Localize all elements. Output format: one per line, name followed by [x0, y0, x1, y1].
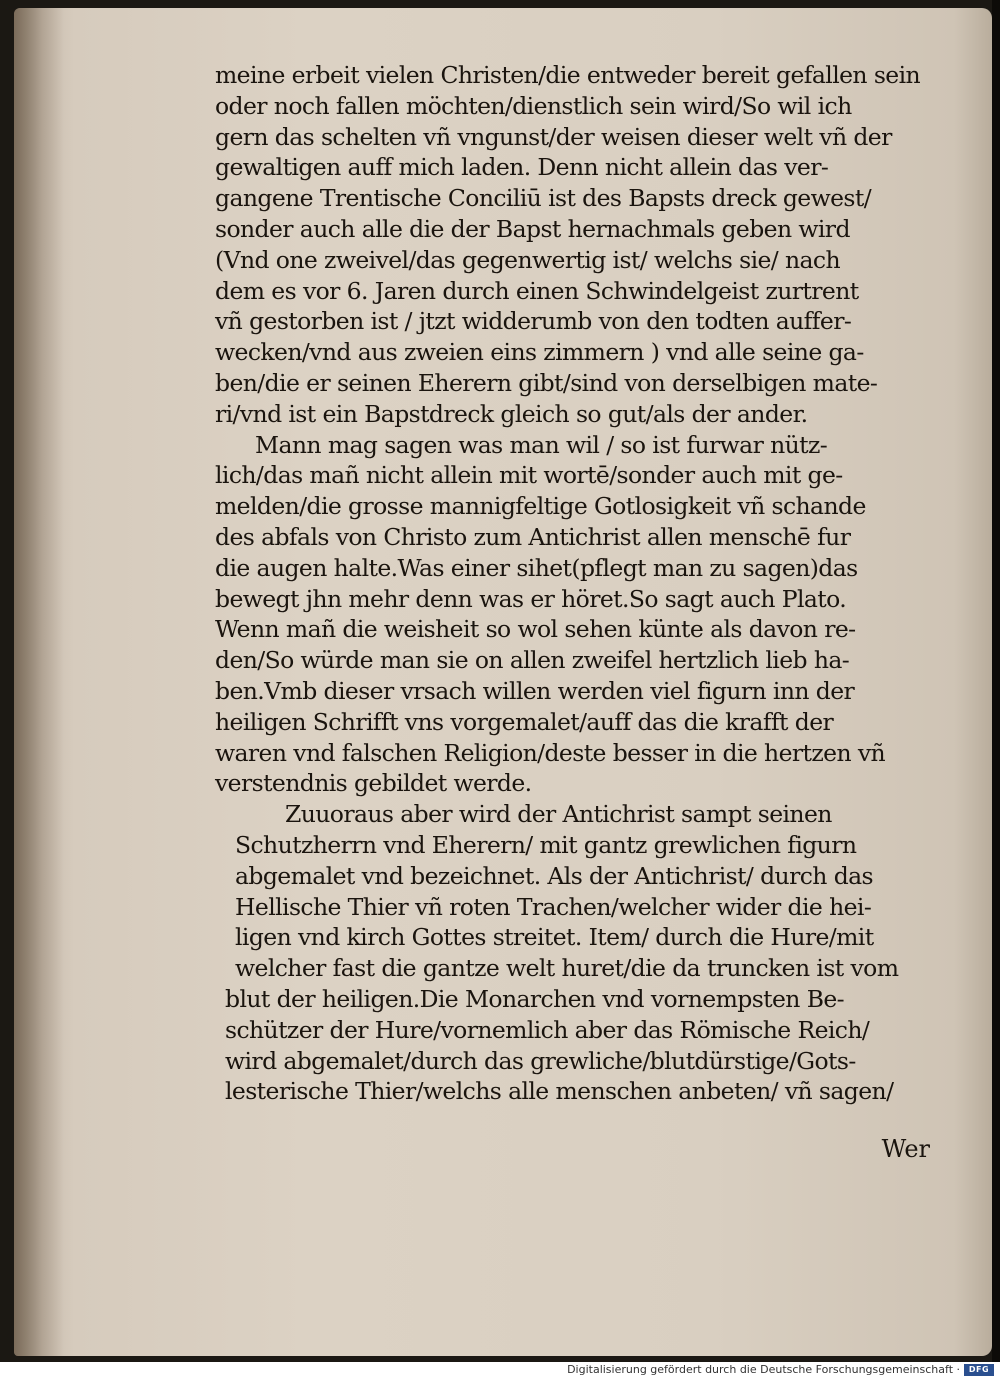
text-line: sonder auch alle die der Bapst hernachmals geben wird	[215, 214, 850, 243]
text-line: melden/die grosse mannigfeltige Gotlosigkeit vñ schande	[215, 492, 866, 521]
text-line: Schutzherrn vnd Eherern/ mit gantz grewlichen figurn	[235, 830, 857, 859]
text-line: wird abgemalet/durch das grewliche/blutdürstige/Gots-	[225, 1046, 856, 1075]
text-line: ben.Vmb dieser vrsach willen werden viel figurn inn der	[215, 676, 855, 705]
body-text	[215, 60, 945, 1107]
text-line: schützer der Hure/vornemlich aber das Römische Reich/	[225, 1015, 870, 1044]
text-line: heiligen Schrifft vns vorgemalet/auff das die krafft der	[215, 707, 834, 736]
text-line: oder noch fallen möchten/dienstlich sein wird/So wil ich	[215, 91, 852, 120]
text-line: Zuuoraus aber wird der Antichrist sampt seinen	[285, 800, 832, 829]
text-line: gewaltigen auff mich laden. Denn nicht allein das ver-	[215, 153, 829, 182]
text-line: Hellische Thier vñ roten Trachen/welcher wider die hei-	[235, 892, 872, 921]
text-line: gangene Trentische Conciliū ist des Bapsts dreck gewest/	[215, 184, 872, 213]
text-line: lesterische Thier/welchs alle menschen anbeten/ vñ sagen/	[225, 1077, 894, 1106]
text-line: wecken/vnd aus zweien eins zimmern ) vnd alle seine ga-	[215, 338, 864, 367]
funding-credit: Digitalisierung gefördert durch die Deutsche Forschungsgemeinschaft ·	[567, 1363, 960, 1376]
text-line: ligen vnd kirch Gottes streitet. Item/ durch die Hure/mit	[235, 923, 874, 952]
text-line: abgemalet vnd bezeichnet. Als der Antichrist/ durch das	[235, 861, 874, 890]
text-line: bewegt jhn mehr denn was er höret.So sagt auch Plato.	[215, 584, 847, 613]
text-line: die augen halte.Was einer sihet(pflegt man zu sagen)das	[215, 553, 858, 582]
text-line: ben/die er seinen Eherern gibt/sind von derselbigen mate-	[215, 368, 878, 397]
dfg-logo: DFG	[964, 1364, 994, 1376]
text-line: gern das schelten vñ vngunst/der weisen dieser welt vñ der	[215, 122, 892, 151]
text-line: den/So würde man sie on allen zweifel hertzlich lieb ha-	[215, 646, 850, 675]
footer-bar	[0, 1362, 1000, 1379]
text-line: dem es vor 6. Jaren durch einen Schwindelgeist zurtrent	[215, 276, 859, 305]
text-line: vñ gestorben ist / jtzt widderumb von den todten auffer-	[215, 307, 852, 336]
text-line: (Vnd one zweivel/das gegenwertig ist/ welchs sie/ nach	[215, 245, 841, 274]
text-line: meine erbeit vielen Christen/die entweder bereit gefallen sein	[215, 61, 921, 89]
text-line: des abfals von Christo zum Antichrist allen menschē fur	[215, 522, 851, 551]
text-line: Mann mag sagen was man wil / so ist furwar nütz-	[255, 430, 828, 459]
text-line: blut der heiligen.Die Monarchen vnd vornempsten Be-	[225, 984, 845, 1013]
text-line: verstendnis gebildet werde.	[215, 769, 532, 798]
text-line: welcher fast die gantze welt huret/die da truncken ist vom	[235, 954, 899, 983]
text-line: waren vnd falschen Religion/deste besser in die hertzen vñ	[215, 738, 886, 767]
catchword: Wer	[881, 1135, 930, 1163]
text-line: lich/das mañ nicht allein mit wortē/sonder auch mit ge-	[215, 461, 843, 490]
text-line: ri/vnd ist ein Bapstdreck gleich so gut/als der ander.	[215, 399, 808, 428]
text-line: Wenn mañ die weisheit so wol sehen künte als davon re-	[215, 615, 856, 644]
page-edge	[992, 0, 1000, 1362]
